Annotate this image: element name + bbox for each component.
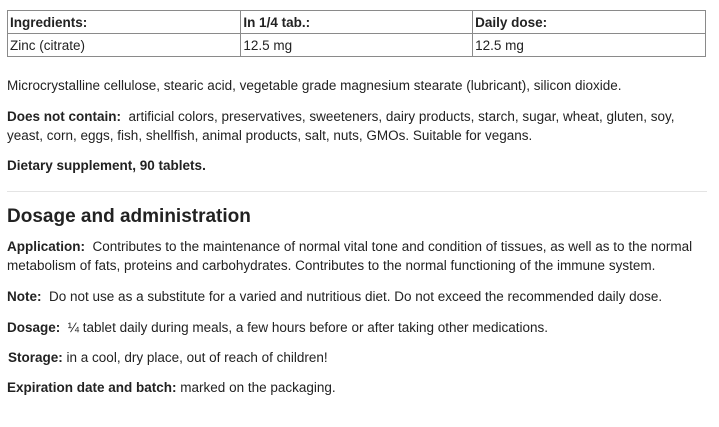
daily-dose-cell: 12.5 mg xyxy=(473,34,706,57)
dosage-label: Dosage: xyxy=(7,320,61,335)
does-not-contain-paragraph xyxy=(7,107,707,145)
note-paragraph xyxy=(7,287,707,306)
note-text: Do not use as a substitute for a varied and nutritious diet. Do not exceed the recommended daily dose. xyxy=(49,289,663,304)
supplement-line: Dietary supplement, 90 tablets. xyxy=(7,158,206,173)
application-text: Contributes to the maintenance of normal vital tone and condition of tissues, as well as to the normal metabolism of fats, proteins and carbohydrates. Contributes to the normal functioning of the immune system. xyxy=(7,239,693,273)
product-description xyxy=(7,10,707,397)
dosage-text: ¼ tablet daily during meals, a few hours before or after taking other medications. xyxy=(67,320,549,335)
per-quarter-tablet-cell: 12.5 mg xyxy=(241,34,473,57)
ingredient-name-cell: Zinc (citrate) xyxy=(8,34,241,57)
per-quarter-tablet-header: In 1/4 tab.: xyxy=(241,11,473,34)
expiration-paragraph xyxy=(7,378,707,397)
application-paragraph xyxy=(7,237,707,275)
table-row xyxy=(8,34,706,57)
ingredients-table xyxy=(7,10,706,57)
dosage-heading: Dosage and administration xyxy=(7,206,251,227)
storage-label: Storage: xyxy=(8,350,63,365)
excipients-text: Microcrystalline cellulose, stearic acid, vegetable grade magnesium stearate (lubricant), silicon dioxide. xyxy=(7,78,622,93)
does-not-contain-text: artificial colors, preservatives, sweeteners, dairy products, starch, sugar, wheat, gluten, soy, yeast, corn, eggs, fish, shellfish, animal products, salt, nuts, GMOs. Suitable for vegans. xyxy=(7,109,675,143)
storage-paragraph xyxy=(7,348,707,367)
dosage-paragraph xyxy=(7,318,707,337)
application-label: Application: xyxy=(7,239,85,254)
note-label: Note: xyxy=(7,289,42,304)
ingredients-header-row xyxy=(8,11,706,34)
expiration-label: Expiration date and batch: xyxy=(7,380,177,395)
storage-text: in a cool, dry place, out of reach of children! xyxy=(66,350,328,365)
ingredients-header: Ingredients: xyxy=(8,11,241,34)
does-not-contain-label: Does not contain: xyxy=(7,109,121,124)
expiration-text: marked on the packaging. xyxy=(180,380,336,395)
daily-dose-header: Daily dose: xyxy=(473,11,706,34)
section-divider xyxy=(7,191,707,192)
supplement-paragraph xyxy=(7,156,707,175)
